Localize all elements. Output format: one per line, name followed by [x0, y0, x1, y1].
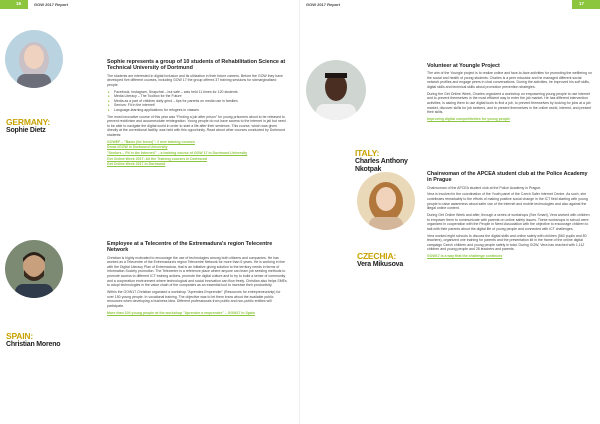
list-item: ▸ Language-learning-applications for refugees in classes [108, 107, 199, 112]
name-vera: Vera Mikusova [357, 261, 404, 268]
christian-paragraph-2: Within the GOW17 Christian organised a workshop "Aprendes Emprender" (Resources for entrepreneurship) for over 150 young people. In vocational training. The objective was to let them know about the available public resources when developing a business idea. Different professionals from public and non-public entities will participate. [107, 289, 281, 308]
vera-link[interactable]: GOW17 is a way that the challenge continues [427, 254, 503, 259]
country-italy: ITALY: [355, 148, 380, 158]
profile-photo-sophie [5, 30, 63, 88]
right-page-number: 17 [578, 1, 584, 6]
page-header [0, 0, 600, 9]
christian-paragraph-1: Christian is highly motivated to encourage the use of technologies among both citizens and companies. He has worked as a Telecentre of the Extremadura's region Telecentre Network for more than 6 years. He is working in line with the Digital Literacy Plan of Extremadura, that is an initiative giving solution to the territory needs in terms of Information Society promotion. The Telecentre is a reference place where anyone can learn job seeking methods to promote access to different ICT training actions, promote the digital culture and to try to build a sense of community and a cooperation environment where technological and social innovation can flow freely. Christian also helps SMEs to adopt technologies in the value chain of the companies as an essential tool to increase their productivity. [107, 255, 287, 288]
bullet-icon: ▸ [108, 89, 110, 94]
page-spread-divider [299, 0, 300, 424]
right-report-title: GOW 2017 Report [306, 2, 341, 7]
country-germany: GERMANY: [6, 117, 51, 127]
vera-heading: Chairwoman of the APCEA student club at the Police Academy in Prague [427, 171, 588, 184]
list-item: ▸ Facebook, Instagram, Snapchat – but safe – was held 11 times for 120 students [108, 89, 238, 94]
name-charles: Charles Anthony Nkotpak [355, 158, 408, 173]
sophie-link-2[interactable]: Great #GOW in Dortmund University [107, 145, 168, 150]
sophie-link-1[interactable]: GOWEF – "Basis (for teens)": 2 new training courses [107, 139, 195, 144]
profile-photo-vera [357, 172, 415, 230]
sophie-section [107, 59, 287, 168]
portrait-image [5, 240, 63, 298]
left-report-title: GOW 2017 Report [34, 2, 69, 7]
country-czechia: CZECHIA: [357, 251, 397, 261]
vera-paragraph-2: Vera is involved in the coordination of the Youth panel of the Czech Safer Internet Centre. As such, she contributes remarkably to the efforts of making positive social change in the ICT field starting with young people to raise awareness about safer use of the internet and mobile technologies and also against the illegal online content. [427, 192, 588, 211]
vera-paragraph-4: Vera worked eight schools to discuss the digital skills and online safety with children (560 pupils and 80 teachers), organized one training for parents and the presentation kit in the frame of the online digital campaign Czech children and young people safely in total. During GOW, Vera has reached with 1,112 children and young people and 28 teachers and parents. [427, 233, 587, 252]
portrait-image [5, 30, 63, 88]
profile-photo-christian [5, 240, 63, 298]
left-accent-bar [0, 0, 28, 9]
sophie-link-5[interactable]: Get Online Week 2017 in Dortmund [107, 162, 166, 167]
right-accent-bar [572, 0, 600, 9]
sophie-link-3[interactable]: "Seniors – Fit in the Internet!" – a training course of GOW 17 in Dortmund University [107, 151, 248, 156]
left-page-number: 16 [16, 1, 22, 6]
bullet-icon: ▸ [108, 98, 110, 103]
sophie-course-list [107, 90, 287, 113]
vera-paragraph-3: During Get Online Week and after, through a series of workshops (Sex Smart), Vera worked with children to empower them to communicate with parents on online safety issues. These workshops in school were organized in cooperation with the People in Need Association with the objective to encourage children to talk with their parents about the digital life of young people and connected with ICT challenges. [427, 212, 590, 231]
list-item: ▸ Media as a part of children daily grind – tips for parents on media use in families [108, 98, 238, 103]
charles-section [427, 63, 592, 123]
vera-paragraph-1: Chairwoman of the APCEA student club at the Police Academy in Prague. [427, 185, 542, 190]
bullet-icon: ▸ [108, 107, 110, 112]
charles-link[interactable]: Improving digital competitivities for young people [427, 117, 511, 122]
portrait-image [357, 172, 415, 230]
sophie-paragraph-2: The most innovative course of this year was "Finding a job after prison" for young prisoners about to be released to prevent recidivism and accommodate reintegration. Young people do not have access to the internet in jail but need to be able to navigate the digital world in order to start a life after their sentence. This course, which was given directly at the correctional facility, was held with this opportunity. Read about other courses conducted by Dortmund students: [107, 114, 286, 137]
name-christian: Christian Moreno [6, 341, 61, 348]
christian-heading: Employee at a Telecentre of the Extremadura's region Telecentre Network [107, 241, 273, 254]
charles-paragraph-1: The aim of the Youngle project is to realize online and face-to-face activities for promoting the wellbeing on the social and health of young students. Charles is a peer educator and he managed different social network profiles and engage peers in chat conversations. During the activities, he improved his soft skills, digital skills and technical skills about promotion prevention strategies. [427, 71, 592, 90]
bullet-icon: ▸ [108, 94, 110, 99]
profile-photo-charles [306, 60, 366, 120]
sophie-paragraph-1: The students are interested in digital inclusion and its utilization in their future careers. Before the GOW they have developed five different courses, including GOW 17 the group offered 37 training sessions for sixmarginalised people. [107, 73, 283, 87]
christian-link[interactable]: More than 100 young people at the workshop "Aprender a emprender" – GOW17 in Spain [107, 310, 256, 315]
christian-section [107, 241, 287, 316]
portrait-image [306, 60, 366, 120]
charles-paragraph-2: During the Get Online Week, Charles organized a workshop on empowering young people to use internet and to prevent themselves in the most efficient way to enter the job market. He has different intervention activities, is asking them to use digital tools to find a job, to prevent themselves by looking for jobs at a job market, discover skills for job seekers, and to present themselves in the online world, interest, and present their skills. [427, 91, 592, 115]
vera-section [427, 171, 592, 260]
charles-heading: Volunteer at Youngle Project [427, 63, 500, 69]
list-item: ▸ Media Literacy – The Toolbox for the Future [108, 94, 182, 99]
name-sophie: Sophie Dietz [6, 127, 46, 134]
list-item: ▸ Seniors: Fit in the internet! [108, 103, 155, 108]
sophie-heading: Sophie represents a group of 10 students of Rehabilitation Science at Technical University of Dortmund [107, 59, 286, 72]
bullet-icon: ▸ [108, 103, 110, 108]
sophie-link-4[interactable]: Get Online Week 2017: All the Training courses in Dortmund [107, 156, 207, 161]
country-spain: SPAIN: [6, 331, 33, 341]
